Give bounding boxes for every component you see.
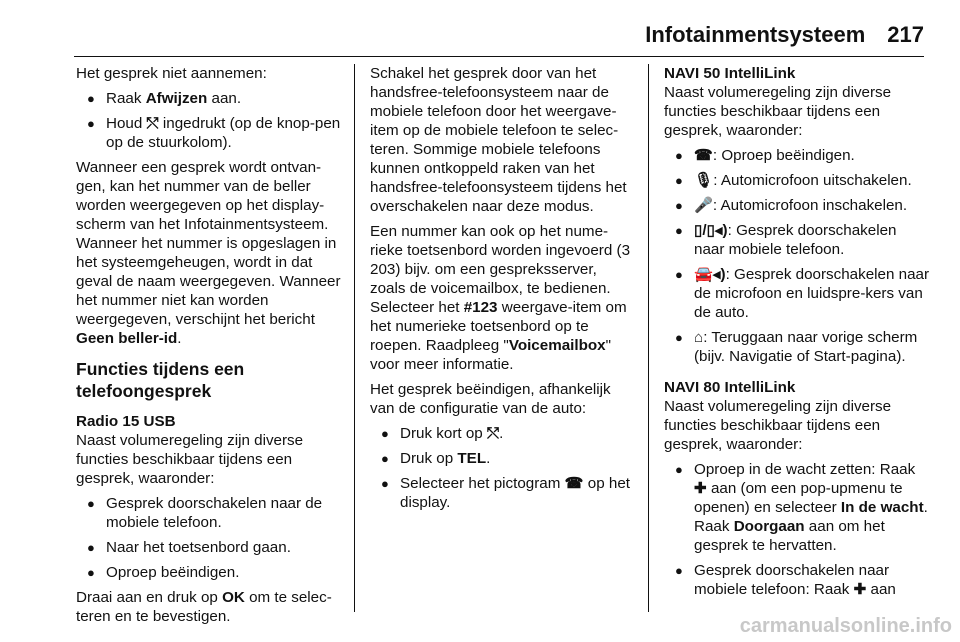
- section-heading: Functies tijdens een telefoongesprek: [76, 359, 245, 401]
- paragraph-text: Wanneer een gesprek wordt ontvan-gen, kan het nummer van de beller worden weergegeven op het display-scherm van het Infotainmentsysteem. Wanneer het nummer is opgeslagen in het systeemgeheugen, wordt in dat geval de naam weergegeven. Wanneer het nummer niet kan worden weergegeven, verschijnt het bericht: [76, 159, 341, 328]
- doorgaan-label: Doorgaan: [733, 518, 805, 535]
- paragraph-text: Een nummer kan ook op het nume-rieke toetsenbord worden ingevoerd (: [370, 223, 622, 259]
- item-text: Oproep in de wacht zetten: Raak: [694, 461, 916, 478]
- list-item: ● Gesprek doorschakelen naar de mobiele telefoon.: [76, 494, 346, 532]
- plus-icon: ✚: [853, 581, 867, 598]
- radio-title: Radio 15 USB: [76, 413, 176, 430]
- voicemailbox-label: Voicemailbox: [508, 337, 606, 354]
- list-item: [664, 561, 930, 599]
- page-header: [645, 22, 924, 48]
- list-item: [370, 424, 636, 443]
- paragraph-text: " voor meer informatie.: [370, 337, 612, 373]
- mic-off-icon: 🎙: [694, 172, 714, 189]
- item-text: Houd: [106, 115, 147, 132]
- navi80-title: NAVI 80 IntelliLink: [664, 379, 796, 396]
- item-text: Druk op: [400, 450, 458, 467]
- keypad-paragraph: [370, 222, 636, 374]
- list-item: [664, 328, 930, 366]
- navi80-functions-list: [664, 460, 930, 599]
- navi50-intro: Naast volumeregeling zijn diverse functies beschikbaar tijdens een gesprek, waaronder:: [664, 84, 892, 139]
- item-text: Druk kort op: [400, 425, 487, 442]
- item-text: : Automicrofoon inschakelen.: [712, 197, 908, 214]
- item-text: op het display.: [400, 475, 630, 511]
- plus-icon: ✚: [694, 480, 707, 497]
- ok-paragraph: [76, 588, 346, 626]
- header-title: Infotainmentsysteem: [645, 22, 866, 47]
- item-text: Selecteer het pictogram: [400, 475, 565, 492]
- column-divider: [648, 64, 649, 612]
- paragraph-text: .: [177, 330, 182, 347]
- transfer-paragraph: Schakel het gesprek door van het handsfree-telefoonsysteem naar de mobiele telefoon door het weergave-item op de mobiele telefoon te selec-teren. Sommige mobiele telefoons kunnen ontkoppeld raken van het handsfree-telefoonsysteem tijdens het overschakelen naar deze modus.: [370, 65, 627, 215]
- item-text: : Teruggaan naar vorige scherm (bijv. Navigatie of Start-pagina).: [694, 329, 918, 365]
- afwijzen-label: Afwijzen: [145, 90, 208, 107]
- watermark: carmanualsonline.info: [739, 615, 952, 637]
- list-item: [664, 196, 930, 215]
- item-text: aan (om een pop-upmenu te openen) en selecteer: [694, 480, 903, 516]
- item-text: aan om het gesprek te hervatten.: [694, 518, 885, 554]
- list-item: ● Naar het toetsenbord gaan.: [76, 538, 346, 557]
- tel-label: TEL: [457, 450, 487, 467]
- page-reference: 3 203: [370, 242, 631, 278]
- item-text: : Gesprek doorschakelen naar mobiele telefoon.: [694, 222, 897, 258]
- mobile-phone-audio-icon: ▯/▯◂): [694, 222, 728, 239]
- item-text: .: [499, 425, 504, 442]
- reject-list: [76, 89, 346, 152]
- home-icon: ⌂: [694, 329, 704, 346]
- item-text: ingedrukt (op de knop-pen op de stuurkolom).: [106, 115, 341, 151]
- radio-functions-list: [76, 494, 346, 582]
- item-text: aan: [866, 581, 896, 598]
- navi80-intro: Naast volumeregeling zijn diverse functies beschikbaar tijdens een gesprek, waaronder:: [664, 398, 892, 453]
- paragraph-text: Draai aan en druk op: [76, 589, 223, 606]
- keypad-label: #123: [463, 299, 498, 316]
- item-text: .: [486, 450, 491, 467]
- geen-beller-id-label: Geen beller-id: [76, 330, 178, 347]
- list-item: [664, 460, 930, 555]
- item-text: Raak: [106, 90, 146, 107]
- item-text: : Automicrofoon uitschakelen.: [713, 172, 912, 189]
- list-item: [664, 265, 930, 322]
- phone-key-icon: ⤲: [486, 425, 500, 442]
- reject-intro: Het gesprek niet aannemen:: [76, 65, 267, 82]
- item-text: : Gesprek doorschakelen naar de microfoon en luidspre-kers van de auto.: [694, 266, 930, 321]
- ok-label: OK: [222, 589, 245, 606]
- car-audio-icon: 🚘◂): [694, 266, 726, 283]
- item-text: aan.: [207, 90, 242, 107]
- list-item: [664, 171, 930, 190]
- phone-key-icon: ⤲: [146, 115, 159, 132]
- list-item: [664, 221, 930, 259]
- hang-up-icon: ☎: [694, 147, 713, 164]
- item-text: . Raak: [694, 499, 928, 535]
- navi50-title: NAVI 50 IntelliLink: [664, 65, 796, 82]
- list-item: ● Oproep beëindigen.: [76, 563, 346, 582]
- paragraph-text: weergave-item om het numerieke toetsenbord op te roepen. Raadpleeg ": [370, 299, 627, 354]
- column-left: [76, 64, 346, 632]
- column-middle: [370, 64, 636, 518]
- list-item: [76, 114, 346, 152]
- item-text: : Oproep beëindigen.: [712, 147, 855, 164]
- end-call-list: [370, 424, 636, 512]
- list-item: [76, 89, 346, 108]
- list-item: [370, 449, 636, 468]
- caller-id-paragraph: [76, 158, 346, 348]
- item-text: Gesprek doorschakelen naar mobiele telefoon: Raak: [694, 562, 890, 598]
- end-call-intro: Het gesprek beëindigen, afhankelijk van de configuratie van de auto:: [370, 381, 611, 417]
- paragraph-text: om te selec-teren en te bevestigen.: [76, 589, 332, 625]
- header-rule: [74, 56, 924, 57]
- list-item: [664, 146, 930, 165]
- page-number: 217: [887, 22, 924, 47]
- radio-intro: Naast volumeregeling zijn diverse functies beschikbaar tijdens een gesprek, waaronder:: [76, 432, 304, 487]
- in-de-wacht-label: In de wacht: [840, 499, 924, 516]
- column-divider: [354, 64, 355, 612]
- mic-on-icon: 🎤: [694, 197, 713, 214]
- navi50-functions-list: [664, 146, 930, 366]
- column-right: [664, 64, 930, 605]
- hang-up-icon: ☎: [564, 475, 584, 492]
- list-item: [370, 474, 636, 512]
- paragraph-text: ) bijv. om een gespreksserver, zoals de voicemailbox, te bedienen. Selecteer het: [370, 261, 611, 316]
